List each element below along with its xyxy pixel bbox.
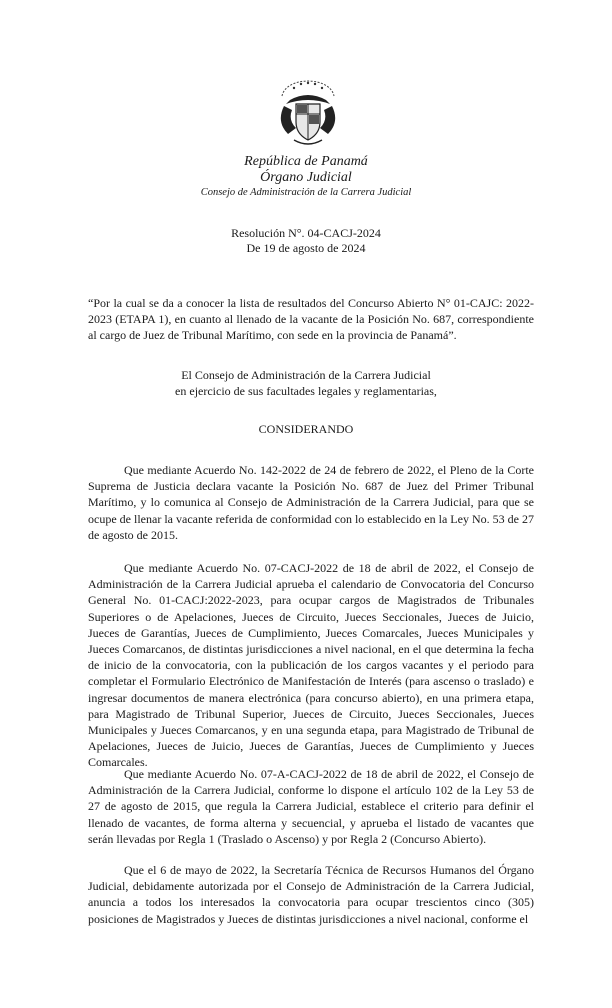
preamble-line-2: en ejercicio de sus facultades legales y reglamentarias,: [175, 384, 437, 398]
resolution-subject: “Por la cual se da a conocer la lista de resultados del Concurso Abierto N° 01-CAJC: 2022-2023 (ETAPA 1), en cuanto al llenado de la vacante de la Posición No. 687, correspondiente al cargo de Juez de Tribunal Marítimo, con sede en la provincia de Panamá”.: [88, 296, 534, 342]
considerando-paragraph: Que mediante Acuerdo No. 07-CACJ-2022 de 18 de abril de 2022, el Consejo de Administración de la Carrera Judicial aprueba el calendario de Convocatoria del Concurso General No. 01-CACJ:2022-2023, para ocupar cargos de Magistrados de Tribunales Superiores o de Apelaciones, Jueces de Circuito, Jueces Seccionales, Jueces de Juicio, Jueces de Garantías, Jueces de Cumplimiento, Jueces Comarcales, Jueces Municipales y Jueces Comarcanos, de distintas jurisdicciones a nivel nacional, en el que determina la fecha de inicio de la convocatoria, con la publicación de los cargos vacantes y el periodo para completar el Formulario Electrónico de Manifestación de Interés (para ascenso o traslado) e ingresar documentos de manera electrónica (para concurso abierto), en una primera etapa, para Magistrado de Tribunal Superior, Jueces de Circuito, Jueces Seccionales, Jueces Municipales y Jueces Comarcanos, y en una segunda etapa, para Magistrado de Tribunal de Apelaciones, Jueces de Juicio, Jueces de Garantías, Jueces de Cumplimiento y Jueces Comarcales.: [88, 561, 534, 770]
considerando-paragraph: Que mediante Acuerdo No. 142-2022 de 24 de febrero de 2022, el Pleno de la Corte Suprema de Justicia declara vacante la Posición No. 687 de Juez del Primer Tribunal Marítimo, y lo comunica al Consejo de Administración de la Carrera Judicial, para que se ocupe de llenar la vacante referida de conformidad con lo establecido en la Ley No. 53 de 27 de agosto de 2015.: [88, 463, 534, 542]
considerando-paragraph: Que el 6 de mayo de 2022, la Secretaría Técnica de Recursos Humanos del Órgano Judicial, debidamente autorizada por el Consejo de Administración de la Carrera Judicial, anuncia a todos los interesados la convocatoria para ocupar trescientos cinco (305) posiciones de Magistrados y Jueces de distintas jurisdicciones a nivel nacional, conforme el: [88, 863, 534, 926]
resolution-date: De 19 de agosto de 2024: [246, 241, 366, 255]
considerando-paragraph: Que mediante Acuerdo No. 07-A-CACJ-2022 de 18 de abril de 2022, el Consejo de Administración de la Carrera Judicial, conforme lo dispone el artículo 102 de la Ley 53 de 27 de agosto de 2015, que regula la Carrera Judicial, establece el criterio para definir el llenado de vacantes, de forma alterna y secuencial, y aprueba el listado de vacantes que serán llevadas por Regla 1 (Traslado o Ascenso) y por Regla 2 (Concurso Abierto).: [88, 767, 534, 846]
section-title: CONSIDERANDO: [258, 422, 354, 436]
header-organ: Órgano Judicial: [260, 170, 352, 185]
header-council: Consejo de Administración de la Carrera Judicial: [200, 187, 412, 198]
resolution-number: Resolución N°. 04-CACJ-2024: [231, 226, 381, 240]
header-country: República de Panamá: [244, 154, 368, 169]
coat-of-arms-seal-icon: [270, 70, 346, 152]
preamble-line-1: El Consejo de Administración de la Carrera Judicial: [181, 368, 431, 382]
